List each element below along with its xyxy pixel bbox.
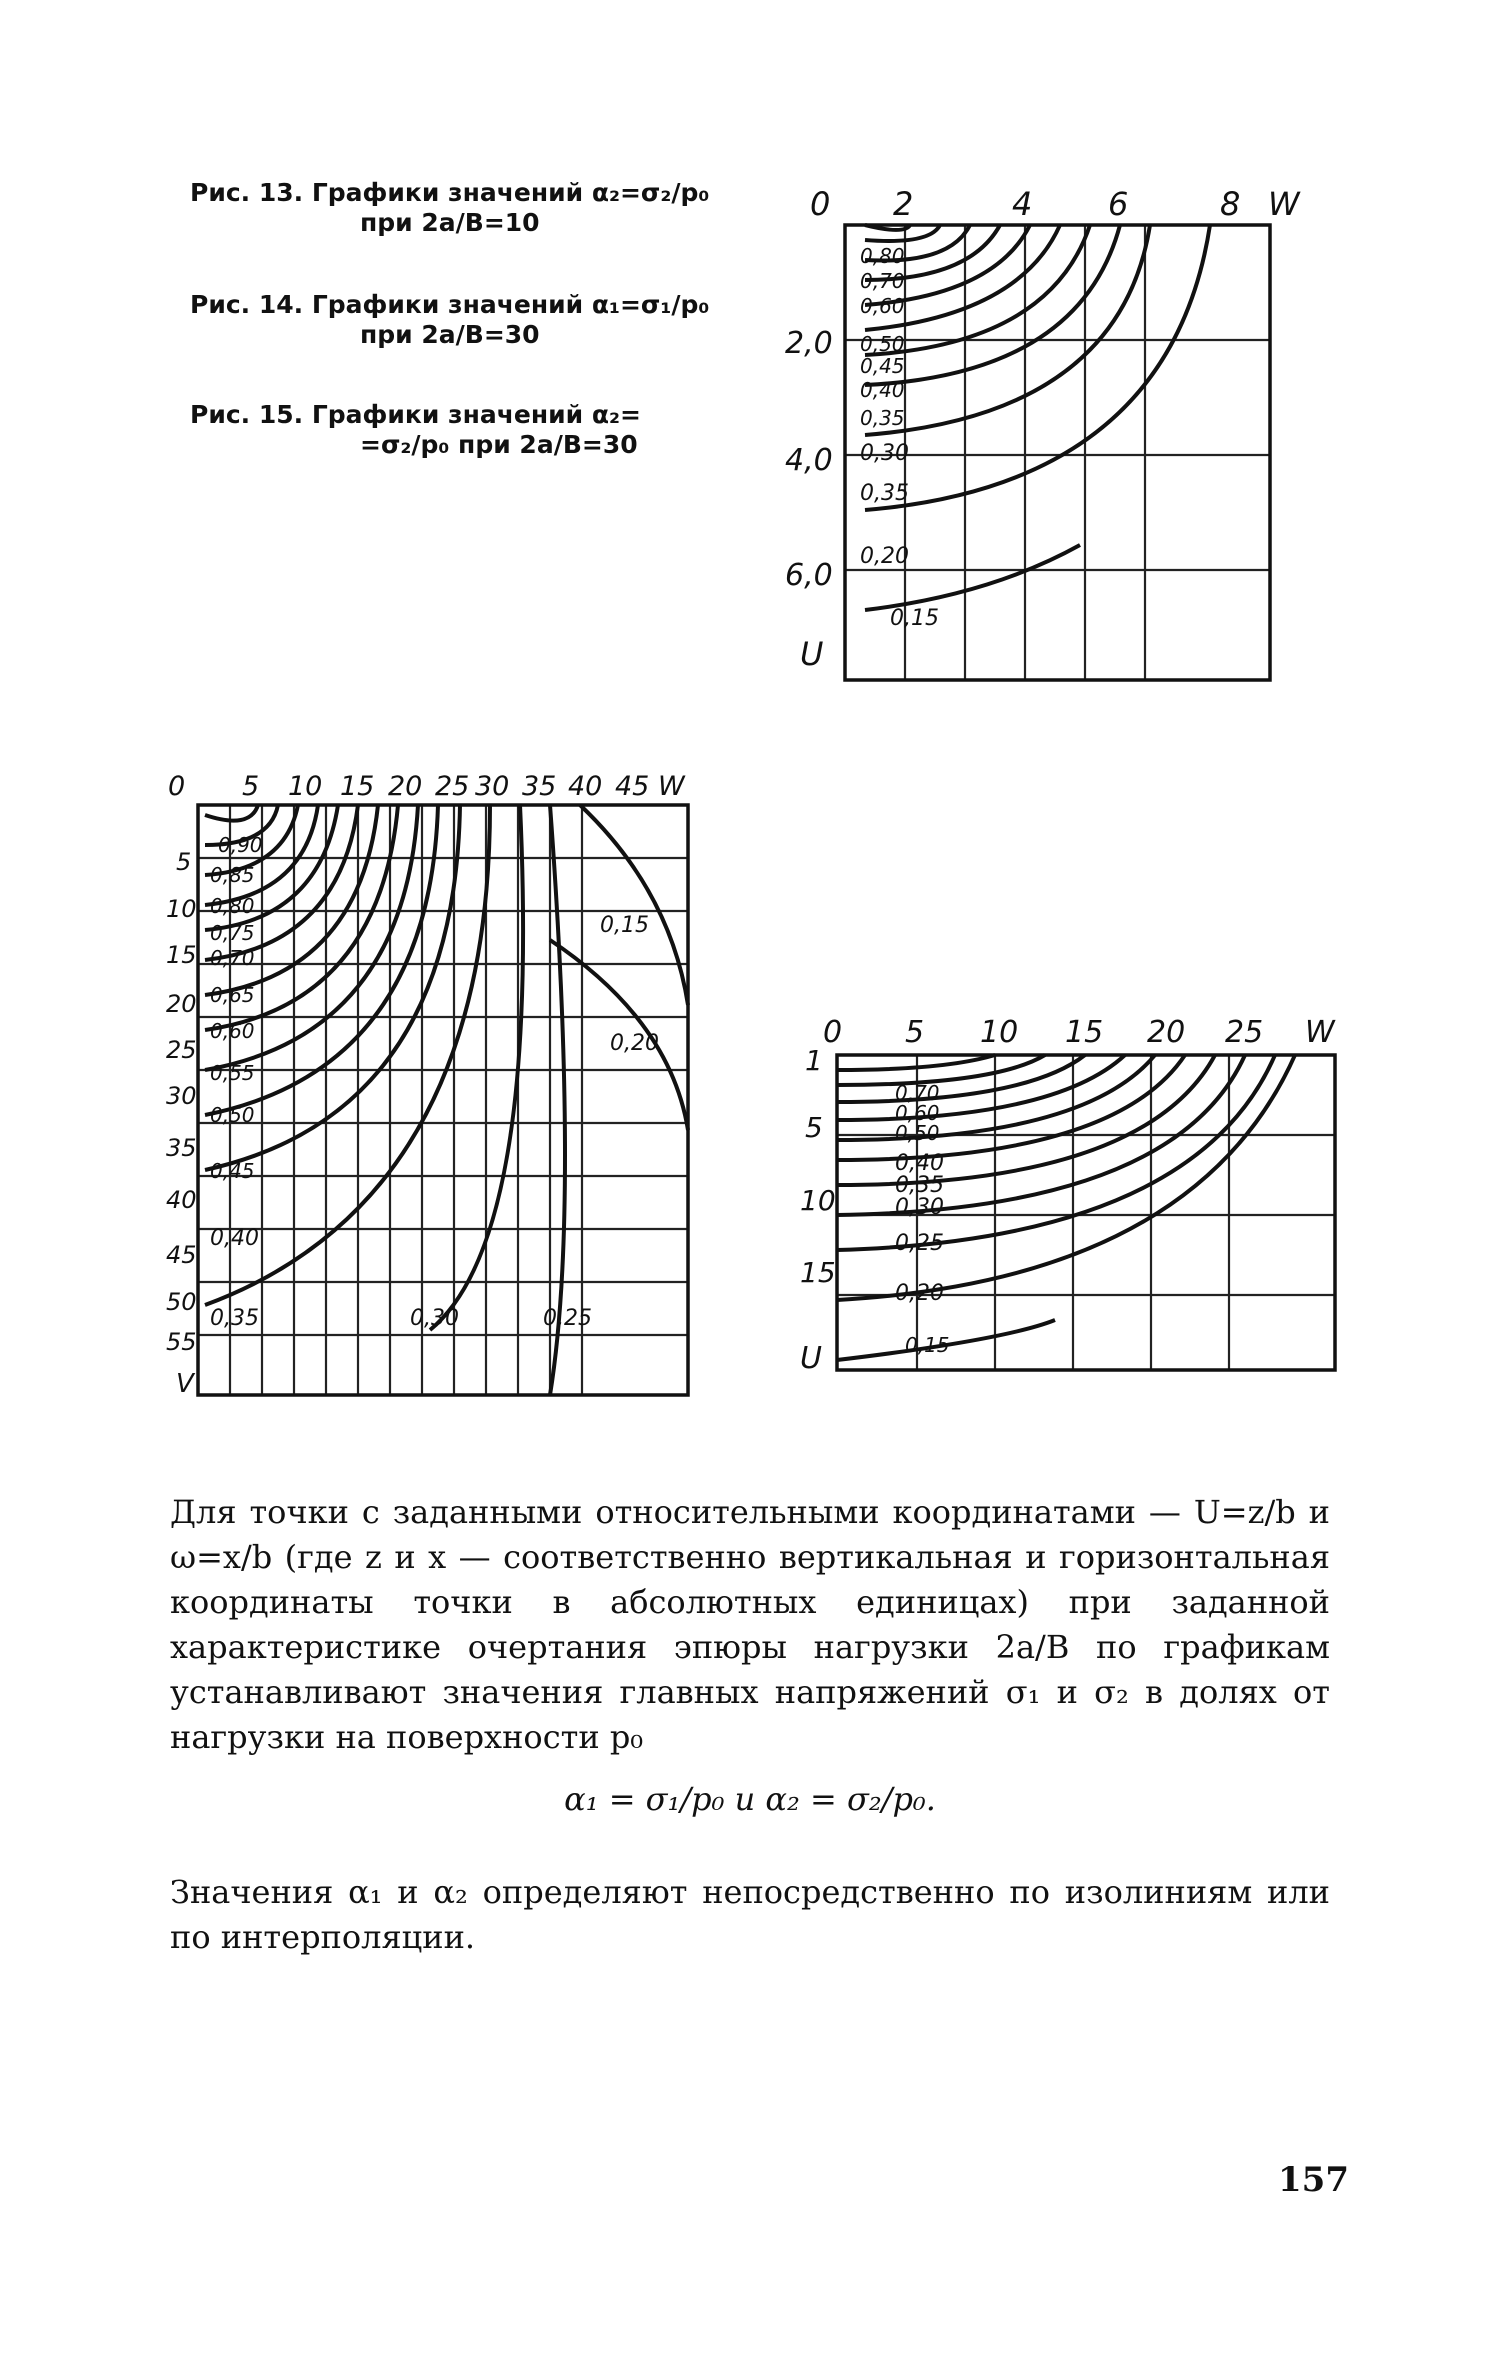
fig14-isoline-label: 0,30 bbox=[410, 1306, 459, 1331]
fig13-y-tick-labels bbox=[785, 326, 833, 673]
fig14-y-tick: 5 bbox=[176, 848, 192, 876]
fig14-y-tick-labels bbox=[166, 848, 197, 1399]
page-number: 157 bbox=[1278, 2160, 1349, 2200]
fig14-isoline-label: 0,40 bbox=[210, 1226, 259, 1251]
body-paragraph-2 bbox=[170, 1838, 1330, 1992]
fig14-y-tick: 20 bbox=[166, 990, 197, 1018]
fig13-isoline-label: 0,20 bbox=[860, 544, 909, 569]
paragraph-2-text: Значения α₁ и α₂ определяют непосредственно по изолиниям или по интерполяции. bbox=[170, 1873, 1330, 1956]
fig14-x-tick: 25 bbox=[435, 771, 470, 802]
fig14-isoline-label: 0,80 bbox=[210, 894, 255, 918]
fig13-isoline-label: 0,15 bbox=[890, 606, 939, 631]
fig15-isoline-label: 0,20 bbox=[895, 1281, 944, 1306]
fig15-y-tick: 10 bbox=[800, 1184, 836, 1217]
fig14-y-tick: 25 bbox=[166, 1036, 197, 1064]
fig14-y-tick: 15 bbox=[166, 941, 197, 969]
fig14-y-axis-label: V bbox=[176, 1369, 194, 1399]
fig13-isoline-label: 0,30 bbox=[860, 441, 909, 466]
fig15-x-tick: 15 bbox=[1065, 1015, 1104, 1050]
fig13-x-tick: 6 bbox=[1108, 185, 1129, 223]
fig13-isoline-label: 0,45 bbox=[860, 354, 905, 378]
figure-14-chart bbox=[166, 770, 710, 1410]
fig15-x-tick: 25 bbox=[1225, 1015, 1264, 1050]
fig14-y-tick: 30 bbox=[166, 1082, 197, 1110]
fig13-x-tick: 4 bbox=[1012, 185, 1033, 223]
fig15-x-tick: 5 bbox=[905, 1015, 925, 1050]
fig15-y-axis-label: U bbox=[800, 1341, 822, 1376]
fig15-y-tick-labels bbox=[800, 1044, 836, 1376]
fig13-isoline-label: 0,60 bbox=[860, 294, 905, 318]
fig13-x-tick-labels bbox=[810, 185, 1301, 223]
fig15-x-tick-labels bbox=[823, 1015, 1336, 1050]
fig14-isoline-label: 0,20 bbox=[610, 1031, 659, 1056]
fig15-y-tick: 5 bbox=[805, 1111, 823, 1144]
fig14-x-tick: 0 bbox=[168, 771, 186, 802]
fig14-x-tick: 10 bbox=[288, 771, 323, 802]
fig15-x-tick: 10 bbox=[980, 1015, 1019, 1050]
fig13-isoline-label: 0,40 bbox=[860, 378, 905, 402]
fig14-x-tick: 35 bbox=[522, 771, 557, 802]
caption-fig15-line2: =σ₂/p₀ при 2a/B=30 bbox=[360, 430, 638, 459]
fig14-y-tick: 45 bbox=[166, 1241, 197, 1269]
fig15-isoline-label: 0,50 bbox=[895, 1121, 940, 1145]
fig14-x-tick: 40 bbox=[568, 771, 603, 802]
fig14-isoline-label: 0,55 bbox=[210, 1061, 255, 1085]
fig14-isoline-label: 0,45 bbox=[210, 1159, 255, 1183]
fig14-y-tick: 35 bbox=[166, 1134, 197, 1162]
fig13-isoline-labels bbox=[860, 244, 939, 631]
fig14-x-tick: 5 bbox=[242, 771, 260, 802]
fig15-isoline-label: 0,60 bbox=[895, 1101, 940, 1125]
body-paragraph-1 bbox=[170, 1490, 1330, 1760]
fig14-isoline-label: 0,50 bbox=[210, 1103, 255, 1127]
caption-fig14-line2: при 2a/B=30 bbox=[360, 320, 540, 349]
fig14-isoline-label: 0,25 bbox=[543, 1306, 592, 1331]
fig15-isoline-labels bbox=[895, 1081, 950, 1357]
fig14-isoline-label: 0,35 bbox=[210, 1306, 259, 1331]
formula: α₁ = σ₁/p₀ и α₂ = σ₂/p₀. bbox=[564, 1780, 936, 1818]
caption-fig14 bbox=[190, 290, 709, 350]
fig14-x-tick: 30 bbox=[475, 771, 510, 802]
caption-fig13-line1: Рис. 13. Графики значений α₂=σ₂/p₀ bbox=[190, 178, 710, 207]
caption-fig15 bbox=[190, 400, 641, 460]
caption-fig13 bbox=[190, 178, 709, 238]
fig14-isoline-label: 0,85 bbox=[210, 863, 255, 887]
fig15-y-tick: 15 bbox=[800, 1256, 836, 1289]
fig13-isoline-label: 0,80 bbox=[860, 244, 905, 268]
fig15-x-tick: 20 bbox=[1147, 1015, 1186, 1050]
fig14-x-tick: 15 bbox=[340, 771, 375, 802]
fig15-x-tick: 0 bbox=[823, 1015, 843, 1050]
fig13-x-axis-label: W bbox=[1268, 185, 1300, 223]
fig13-y-tick: 6,0 bbox=[785, 558, 833, 593]
fig15-isoline-label: 0,25 bbox=[895, 1231, 944, 1256]
fig15-isoline-label: 0,35 bbox=[895, 1173, 944, 1198]
fig13-y-tick: 2,0 bbox=[785, 326, 833, 361]
fig15-x-axis-label: W bbox=[1305, 1015, 1335, 1050]
fig15-isoline-label: 0,30 bbox=[895, 1195, 944, 1220]
fig15-isoline-label: 0,40 bbox=[895, 1151, 944, 1176]
fig14-isoline-label: 0,70 bbox=[210, 946, 255, 970]
paragraph-1-text: Для точки с заданными относительными координатами — U=z/b и ω=x/b (где z и x — соответственно вертикальная и горизонтальная координаты точки в абсолютных единицах) при заданной характеристике очертания эпюры нагрузки 2a/B по графикам устанавливают значения главных напряжений σ₁ и σ₂ в долях от нагрузки на поверхности p₀ bbox=[170, 1493, 1331, 1756]
fig13-isoline-label: 0,50 bbox=[860, 332, 905, 356]
caption-fig13-line2: при 2a/B=10 bbox=[360, 208, 540, 237]
fig13-x-tick: 2 bbox=[893, 185, 914, 223]
fig14-isoline-label: 0,65 bbox=[210, 983, 255, 1007]
fig13-isoline-label: 0,35 bbox=[860, 481, 909, 506]
fig13-isoline-label: 0,70 bbox=[860, 269, 905, 293]
fig13-x-tick: 0 bbox=[810, 185, 831, 223]
figure-15-chart bbox=[795, 1010, 1335, 1390]
fig14-x-tick: 20 bbox=[388, 771, 423, 802]
fig14-y-tick: 55 bbox=[166, 1328, 197, 1356]
fig14-isoline-label: 0,15 bbox=[600, 913, 649, 938]
figure-13-chart bbox=[785, 185, 1310, 705]
fig15-isoline-label: 0,70 bbox=[895, 1081, 940, 1105]
fig13-isoline-label: 0,35 bbox=[860, 406, 905, 430]
caption-fig15-line1: Рис. 15. Графики значений α₂= bbox=[190, 400, 641, 429]
fig14-x-axis-label: W bbox=[658, 771, 685, 802]
fig15-y-tick: 1 bbox=[805, 1044, 823, 1077]
fig15-isoline-label: 0,15 bbox=[905, 1333, 950, 1357]
fig14-isoline-label: 0,90 bbox=[218, 833, 263, 857]
fig13-y-axis-label: U bbox=[800, 635, 824, 673]
fig14-y-tick: 50 bbox=[166, 1288, 197, 1316]
fig13-y-tick: 4,0 bbox=[785, 443, 833, 478]
fig13-curves bbox=[865, 225, 1210, 610]
fig13-x-tick: 8 bbox=[1220, 185, 1241, 223]
caption-fig14-line1: Рис. 14. Графики значений α₁=σ₁/p₀ bbox=[190, 290, 710, 319]
fig14-y-tick: 40 bbox=[166, 1186, 197, 1214]
fig14-isoline-label: 0,75 bbox=[210, 921, 255, 945]
fig14-x-tick-labels bbox=[168, 771, 686, 802]
fig14-y-tick: 10 bbox=[166, 895, 197, 923]
fig14-isoline-label: 0,60 bbox=[210, 1019, 255, 1043]
fig14-x-tick: 45 bbox=[615, 771, 650, 802]
